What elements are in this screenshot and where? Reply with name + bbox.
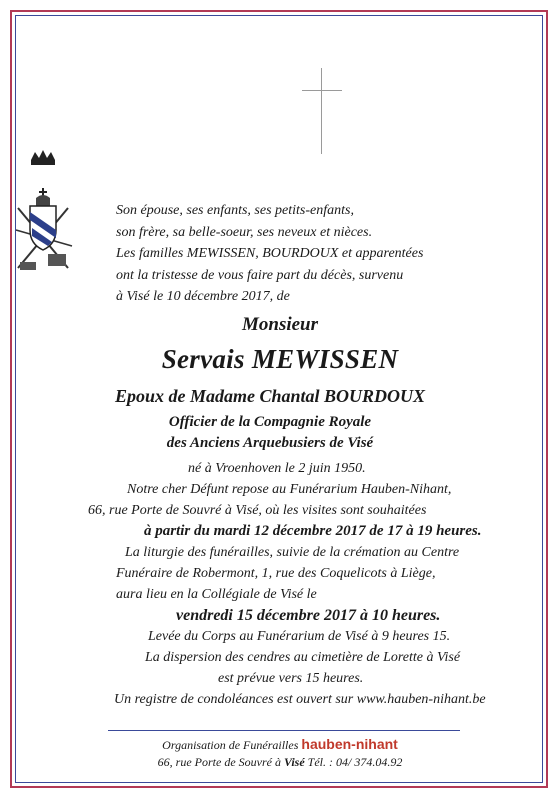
cross-icon <box>302 68 342 154</box>
dispersion-line: est prévue vers 15 heures. <box>218 671 364 686</box>
deceased-name: Servais MEWISSEN <box>161 344 399 374</box>
footer-org-prefix: Organisation de Funérailles <box>162 738 299 752</box>
intro-line: son frère, sa belle-soeur, ses neveux et nièces. <box>116 224 373 240</box>
role-line: des Anciens Arquebusiers de Visé <box>166 435 374 451</box>
intro-line: Les familles MEWISSEN, BOURDOUX et apparentées <box>116 246 424 261</box>
footer-phone: Tél. : 04/ 374.04.92 <box>307 755 403 769</box>
deceased-spouse: Epoux de Madame Chantal BOURDOUX <box>114 386 426 406</box>
footer-address: 66, rue Porte de Souvré à <box>157 755 281 769</box>
intro-paragraph <box>116 200 536 308</box>
birth-line: né à Vroenhoven le 2 juin 1950. <box>188 461 366 476</box>
funeral-date-line: vendredi 15 décembre 2017 à 10 heures. <box>176 607 441 624</box>
liturgy-line: Funéraire de Robermont, 1, rue des Coquelicots à Liège, <box>116 566 436 581</box>
liturgy-line: La liturgie des funérailles, suivie de la crémation au Centre <box>125 545 460 560</box>
repose-line: 66, rue Porte de Souvré à Visé, où les visites sont souhaitées <box>88 503 427 518</box>
deceased-role <box>10 412 530 454</box>
footer-city: Visé <box>283 755 305 769</box>
role-line: Officier de la Compagnie Royale <box>168 414 372 430</box>
footer <box>20 736 540 771</box>
footer-address-line <box>20 754 540 771</box>
intro-line: ont la tristesse de vous faire part du décès, survenu <box>116 267 404 283</box>
dispersion-line: La dispersion des cendres au cimetière de Lorette à Visé <box>145 650 461 665</box>
visits-line: à partir du mardi 12 décembre 2017 de 17 à 19 heures. <box>144 523 482 539</box>
footer-brand: hauben-nihant <box>301 736 398 752</box>
deceased-title: Monsieur <box>241 314 319 335</box>
details-section <box>20 458 540 710</box>
intro-line: à Visé le 10 décembre 2017, de <box>116 289 290 304</box>
footer-divider <box>108 730 460 731</box>
liturgy-line: aura lieu en la Collégiale de Visé le <box>116 587 317 602</box>
intro-line: Son épouse, ses enfants, ses petits-enfants, <box>116 203 354 218</box>
repose-line: Notre cher Défunt repose au Funérarium Hauben-Nihant, <box>127 482 452 497</box>
footer-org-line <box>20 736 540 754</box>
levee-line: Levée du Corps au Funérarium de Visé à 9 heures 15. <box>148 629 451 644</box>
coat-of-arms-icon <box>12 150 78 280</box>
register-line: Un registre de condoléances est ouvert sur www.hauben-nihant.be <box>114 692 486 707</box>
